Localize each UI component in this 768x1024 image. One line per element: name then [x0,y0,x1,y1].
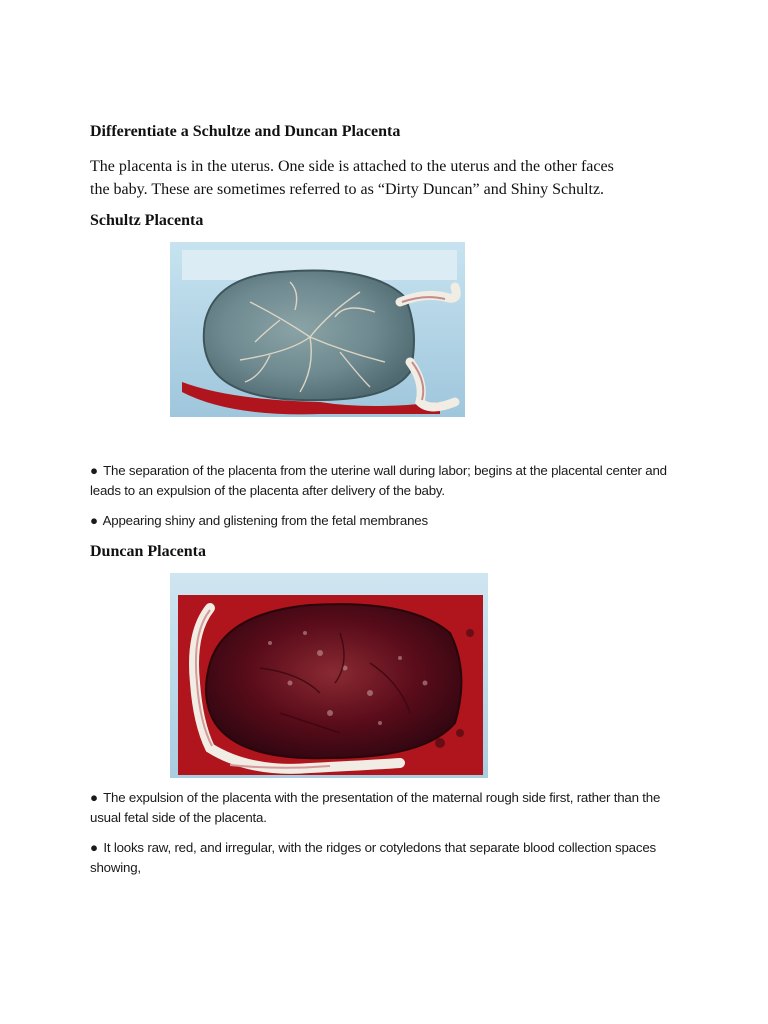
schultz-heading: Schultz Placenta [90,212,204,229]
duncan-placenta-image [170,573,488,778]
bullet-icon: ● [90,840,98,855]
duncan-bullet-1 [90,788,690,828]
bullet-icon: ● [90,463,98,478]
duncan-bullet-2-text: It looks raw, red, and irregular, with the ridges or cotyledons that separate blood collection spaces showing, [90,840,656,875]
bullet-icon: ● [90,790,98,805]
schultz-placenta-image [170,242,465,417]
duncan-heading: Duncan Placenta [90,543,206,560]
schultz-bullet-1-text: The separation of the placenta from the uterine wall during labor; begins at the placental center and leads to an expulsion of the placenta after delivery of the baby. [90,463,667,498]
schultz-bullet-2 [90,511,690,531]
intro-line-1: The placenta is in the uterus. One side is attached to the uterus and the other faces [90,158,614,175]
duncan-bullet-1-text: The expulsion of the placenta with the presentation of the maternal rough side first, rather than the usual fetal side of the placenta. [90,790,661,825]
duncan-bullet-2 [90,838,690,878]
document-title: Differentiate a Schultze and Duncan Placenta [90,123,401,140]
bullet-icon: ● [90,513,98,528]
schultz-bullet-1 [90,461,690,501]
intro-paragraph [90,155,690,201]
intro-line-2: the baby. These are sometimes referred to as “Dirty Duncan” and Shiny Schultz. [90,181,605,198]
schultz-bullet-2-text: Appearing shiny and glistening from the fetal membranes [102,513,428,528]
